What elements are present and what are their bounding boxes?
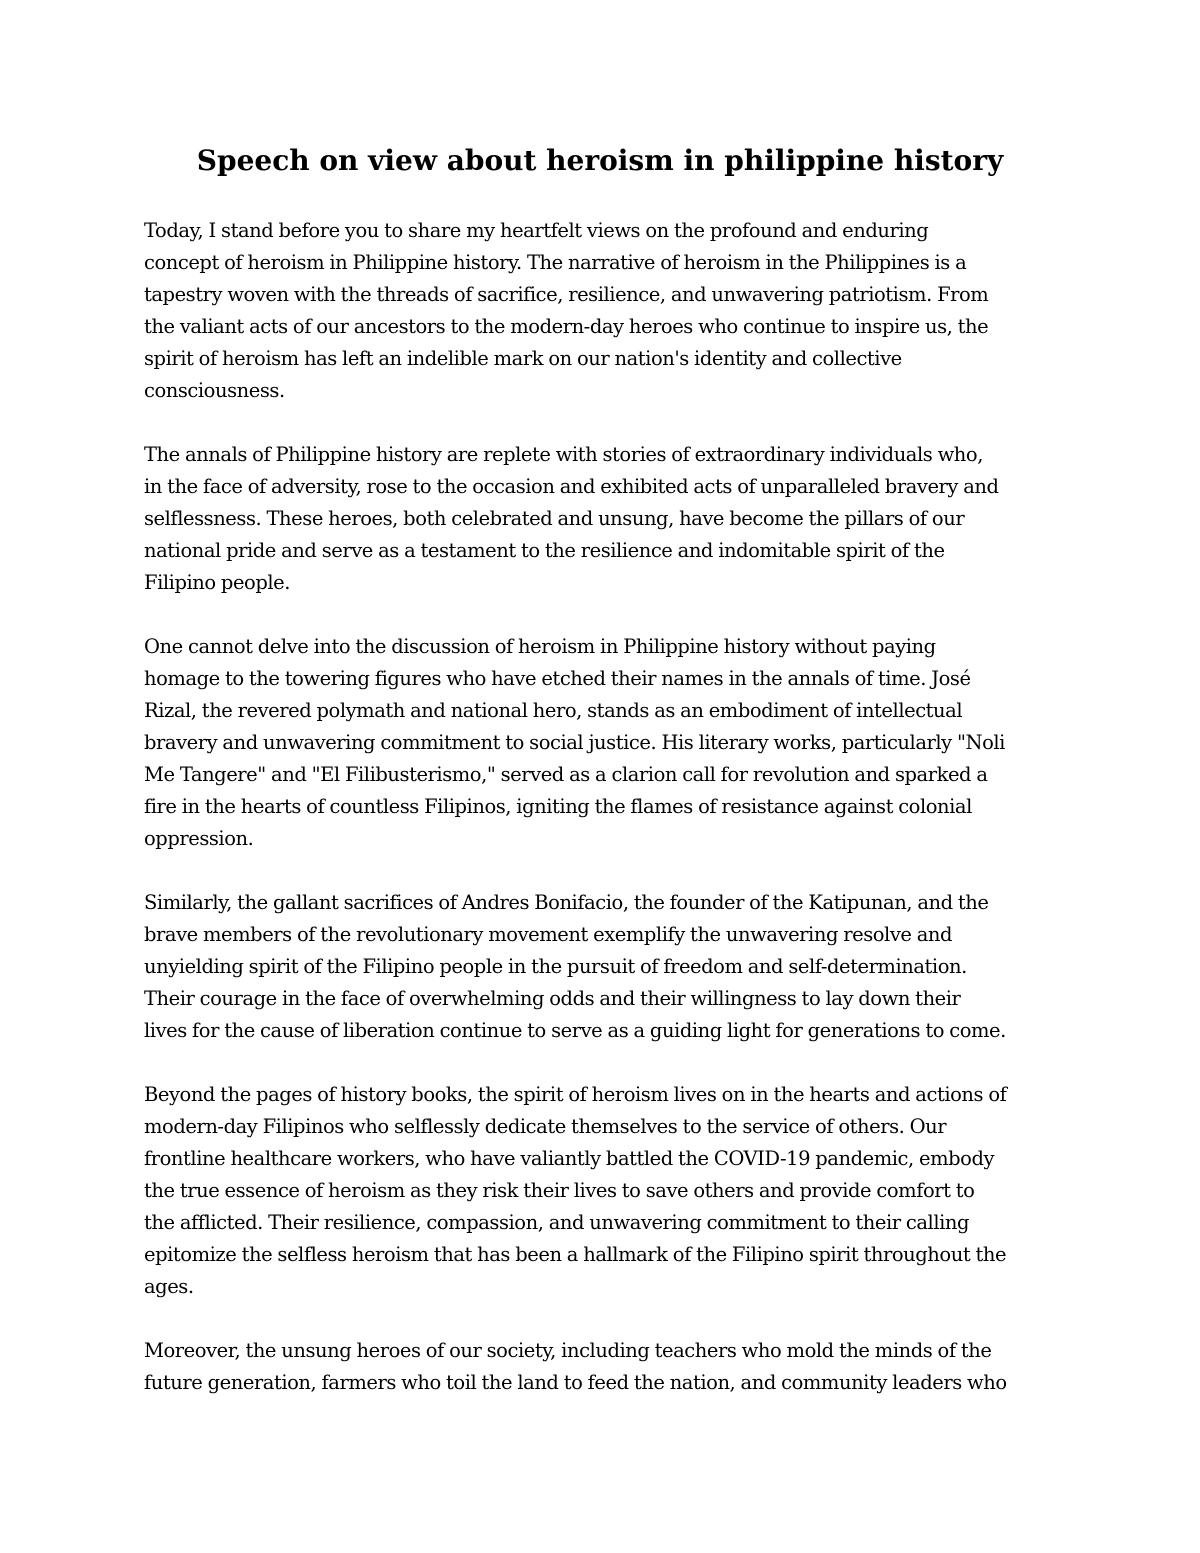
text-line: Rizal, the revered polymath and national hero, stands as an embodiment of intellectual (144, 699, 963, 722)
document-title: Speech on view about heroism in philippine history (196, 144, 1004, 177)
text-line: Today, I stand before you to share my heartfelt views on the profound and enduring (144, 219, 929, 242)
text-line: lives for the cause of liberation continue to serve as a guiding light for generations to come. (144, 1019, 1006, 1042)
text-line: epitomize the selfless heroism that has been a hallmark of the Filipino spirit throughout the (144, 1243, 1007, 1266)
document-body (144, 215, 1064, 1431)
text-line: frontline healthcare workers, who have valiantly battled the COVID-19 pandemic, embody (144, 1147, 995, 1170)
paragraph (144, 631, 1064, 855)
text-line: in the face of adversity, rose to the occasion and exhibited acts of unparalleled bravery and (144, 475, 999, 498)
text-line: the afflicted. Their resilience, compassion, and unwavering commitment to their calling (144, 1211, 970, 1234)
text-line: the valiant acts of our ancestors to the modern-day heroes who continue to inspire us, the (144, 315, 989, 338)
text-line: selflessness. These heroes, both celebrated and unsung, have become the pillars of our (144, 507, 965, 530)
text-line: Moreover, the unsung heroes of our society, including teachers who mold the minds of the (144, 1339, 992, 1362)
text-line: future generation, farmers who toil the land to feed the nation, and community leaders who (144, 1371, 1007, 1394)
text-line: the true essence of heroism as they risk their lives to save others and provide comfort to (144, 1179, 975, 1202)
paragraph (144, 1079, 1064, 1303)
text-line: spirit of heroism has left an indelible mark on our nation's identity and collective (144, 347, 902, 370)
text-line: Me Tangere" and "El Filibusterismo," served as a clarion call for revolution and sparked a (144, 763, 988, 786)
text-line: Similarly, the gallant sacrifices of Andres Bonifacio, the founder of the Katipunan, and the (144, 891, 989, 914)
text-line: oppression. (144, 827, 254, 850)
paragraph (144, 215, 1064, 407)
paragraph (144, 1335, 1064, 1399)
text-line: Filipino people. (144, 571, 290, 594)
text-line: homage to the towering figures who have etched their names in the annals of time. José (144, 667, 971, 690)
paragraph (144, 439, 1064, 599)
text-line: bravery and unwavering commitment to social justice. His literary works, particularly "Noli (144, 731, 1005, 754)
text-line: Their courage in the face of overwhelming odds and their willingness to lay down their (144, 987, 961, 1010)
text-line: One cannot delve into the discussion of heroism in Philippine history without paying (144, 635, 936, 658)
text-line: ages. (144, 1275, 194, 1298)
paragraph (144, 887, 1064, 1047)
text-line: modern-day Filipinos who selflessly dedicate themselves to the service of others. Our (144, 1115, 947, 1138)
text-line: consciousness. (144, 379, 285, 402)
text-line: The annals of Philippine history are replete with stories of extraordinary individuals who, (144, 443, 983, 466)
text-line: unyielding spirit of the Filipino people in the pursuit of freedom and self-determination. (144, 955, 967, 978)
text-line: national pride and serve as a testament to the resilience and indomitable spirit of the (144, 539, 945, 562)
text-line: Beyond the pages of history books, the spirit of heroism lives on in the hearts and actions of (144, 1083, 1007, 1106)
text-line: brave members of the revolutionary movement exemplify the unwavering resolve and (144, 923, 953, 946)
text-line: concept of heroism in Philippine history. The narrative of heroism in the Philippines is a (144, 251, 967, 274)
text-line: tapestry woven with the threads of sacrifice, resilience, and unwavering patriotism. From (144, 283, 989, 306)
text-line: fire in the hearts of countless Filipinos, igniting the flames of resistance against colonial (144, 795, 972, 818)
